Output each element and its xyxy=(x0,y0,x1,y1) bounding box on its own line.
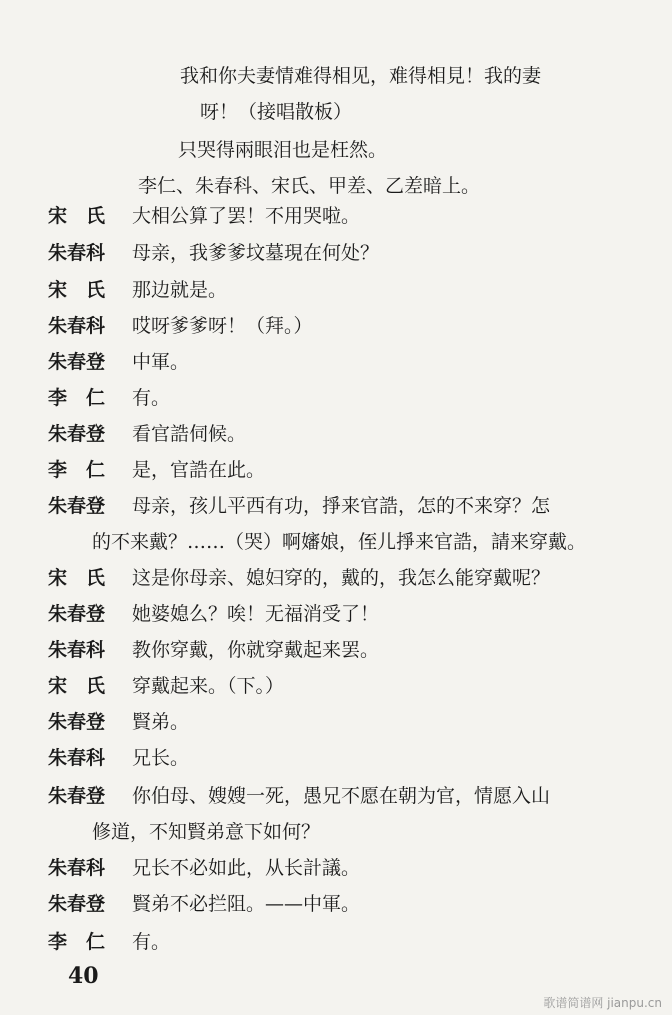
speaker-name: 宋 氏 xyxy=(48,279,106,301)
dialogue-line: 母亲，我爹爹坟墓現在何处？ xyxy=(132,242,380,264)
speaker-name: 朱春科 xyxy=(48,242,106,264)
dialogue-line: 是，官誥在此。 xyxy=(132,459,266,481)
stage-direction: 李仁、朱春科、宋氏、甲差、乙差暗上。 xyxy=(138,175,481,197)
speaker-name: 朱春科 xyxy=(48,747,106,769)
verse-line-2: 呀！（接唱散板） xyxy=(200,101,353,123)
page-number: 40 xyxy=(68,963,99,989)
dialogue-line: 有。 xyxy=(132,931,171,953)
verse-line-1: 我和你夫妻情难得相见，难得相見！我的妻 xyxy=(180,65,542,87)
dialogue-line: 穿戴起来。（下。） xyxy=(132,675,285,697)
dialogue-line: 兄长不必如此，从长計議。 xyxy=(132,857,361,879)
speaker-name: 朱春登 xyxy=(48,495,106,517)
speaker-name: 朱春登 xyxy=(48,893,106,915)
speaker-name: 朱春登 xyxy=(48,711,106,733)
speaker-name: 朱春科 xyxy=(48,857,106,879)
dialogue-line: 有。 xyxy=(132,387,171,409)
verse-line-3: 只哭得兩眼泪也是枉然。 xyxy=(178,139,388,161)
dialogue-line: 这是你母亲、媳妇穿的，戴的，我怎么能穿戴呢？ xyxy=(132,567,551,589)
dialogue-line: 母亲，孩儿平西有功，掙来官誥，怎的不来穿？怎 xyxy=(132,495,551,517)
dialogue-line: 兄长。 xyxy=(132,747,190,769)
dialogue-line: 修道，不知賢弟意下如何？ xyxy=(92,821,321,843)
dialogue-line: 她婆媳么？唉！无福消受了！ xyxy=(132,603,380,625)
speaker-name: 宋 氏 xyxy=(48,205,106,227)
dialogue-line: 賢弟不必拦阻。——中軍。 xyxy=(132,893,361,915)
dialogue-line: 的不来戴？……（哭）啊嬸娘，侄儿掙来官誥，請来穿戴。 xyxy=(92,531,587,553)
dialogue-line: 大相公算了罢！不用哭啦。 xyxy=(132,205,361,227)
speaker-name: 宋 氏 xyxy=(48,567,106,589)
speaker-name: 李 仁 xyxy=(48,459,106,481)
speaker-name: 李 仁 xyxy=(48,387,106,409)
dialogue-line: 哎呀爹爹呀！（拜。） xyxy=(132,315,313,337)
speaker-name: 朱春登 xyxy=(48,603,106,625)
speaker-name: 朱春科 xyxy=(48,315,106,337)
speaker-name: 朱春登 xyxy=(48,423,106,445)
dialogue-line: 賢弟。 xyxy=(132,711,190,733)
dialogue-line: 教你穿戴，你就穿戴起来罢。 xyxy=(132,639,380,661)
dialogue-line: 看官誥伺候。 xyxy=(132,423,247,445)
dialogue-line: 那边就是。 xyxy=(132,279,228,301)
dialogue-line: 你伯母、嫂嫂一死，愚兄不愿在朝为官，情愿入山 xyxy=(132,785,551,807)
watermark: 歌谱简谱网 jianpu.cn xyxy=(543,996,662,1010)
speaker-name: 朱春科 xyxy=(48,639,106,661)
speaker-name: 宋 氏 xyxy=(48,675,106,697)
speaker-name: 李 仁 xyxy=(48,931,106,953)
dialogue-line: 中軍。 xyxy=(132,351,190,373)
speaker-name: 朱春登 xyxy=(48,351,106,373)
speaker-name: 朱春登 xyxy=(48,785,106,807)
